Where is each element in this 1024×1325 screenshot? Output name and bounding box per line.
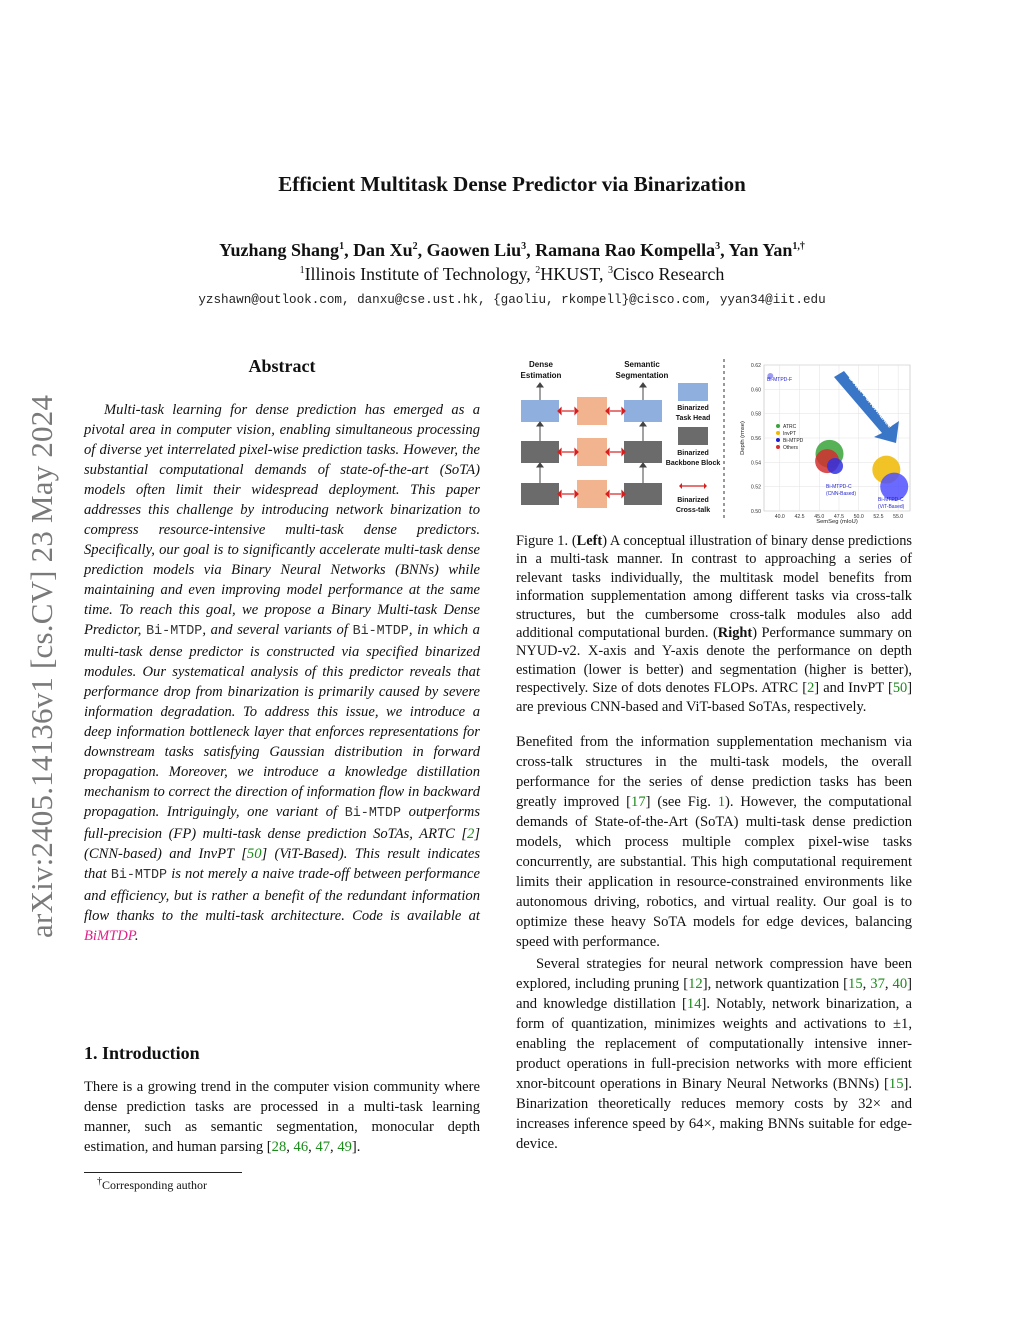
citation-link[interactable]: 50 xyxy=(892,680,908,697)
chart-xlabel: SemSeg (mIoU) xyxy=(816,519,858,525)
task-columns xyxy=(521,397,662,508)
chart-ylabel: Depth (rmse) xyxy=(740,421,746,455)
figure-1-caption: Figure 1. (Left) A conceptual illustration of binary dense predictions in a multi-task manner. In contrast to approaching a series of relevant tasks individually, the multitask model benefits from information supplementation among different tasks via cross-talk structures, but the cumbersome cross-talk modules also add additional computational burden. (Right) Performance summary on NYUD-v2. X-axis and Y-axis denote the performance on depth estimation (lower is better) and segmentation (higher is better), respectively. Size of dots denotes FLOPs. ATRC [2] and InvPT [50] are previous CNN-based and ViT-based SoTAs, respectively. xyxy=(516,533,913,715)
citation-link[interactable]: 2 xyxy=(807,680,815,697)
figure-legend-left xyxy=(666,383,721,514)
svg-text:Cross-talk: Cross-talk xyxy=(675,507,711,514)
code-link[interactable]: BiMTDP xyxy=(84,928,135,944)
legend-marker-atrc xyxy=(776,424,780,428)
svg-text:InvPT: InvPT xyxy=(783,431,797,437)
scatter-point-bi-mtpd xyxy=(827,458,843,474)
point-label-bimtpd-f: Bi-MTPD-F xyxy=(767,377,792,383)
svg-text:Backbone Block: Backbone Block xyxy=(665,460,721,467)
legend-marker-others xyxy=(776,445,780,449)
svg-text:Binarized: Binarized xyxy=(677,405,709,412)
y-tick-label: 0.56 xyxy=(750,436,761,442)
citation-link[interactable]: 14 xyxy=(686,996,702,1012)
paragraph: Several strategies for neural network compression have been explored, including pruning [12], network quantization [15, 37, 40] and knowledge distillation [14]. Notably, network binarization, a form of quantization, minimizes weights and activations to ±1, enabling the replacement of computationally intensive inner-product operations in full-precision networks with more efficient xnor-bitcount operations in Binary Neural Networks (BNNs) [15]. Binarization theoretically reduces memory costs by 32× and increases inference speed by 64×, making BNNs suitable for edge-device. xyxy=(516,956,913,1152)
point-label-bimtpd-c-vit: Bi-MTPD-C xyxy=(878,497,904,503)
affiliations: $^1$Illinois Institute of Technology, $^2$HKUST, $^3$Cisco Research xyxy=(299,264,725,284)
legend-marker-bimtpd xyxy=(776,438,780,442)
y-tick-label: 0.60 xyxy=(750,387,761,394)
legend-marker-invpt xyxy=(776,431,780,435)
dense-estimation-label: Estimation xyxy=(520,371,562,380)
semantic-segmentation-label: Segmentation xyxy=(615,371,669,380)
point-label-bimtpd-c-cnn: Bi-MTPD-C xyxy=(826,484,852,490)
task-head-block xyxy=(521,400,559,422)
citation-link[interactable]: 50 xyxy=(246,846,262,862)
figure-1 xyxy=(514,355,914,525)
x-tick-label: 52.5 xyxy=(873,514,884,520)
backbone-block xyxy=(521,483,559,505)
paragraph: Benefited from the information supplementation mechanism via cross-talk structures in the multi-task models, the overall performance for the series of dense prediction tasks has been greatly improved [17] (see Fig. 1). However, the computational demands of State-of-the-Art (SoTA) multi-task dense prediction models, which process multiple complex pixel-wise tasks concurrently, are substantial. This high computational requirement limits their application in resource-constrained environments like autonomous driving, robotics, and virtual reality. Our goal is to optimize these heavy SoTA models for edge devices, balancing speed with performance. xyxy=(516,734,912,950)
paper-title: Efficient Multitask Dense Predictor via Binarization xyxy=(278,172,746,196)
author: Yan Yan xyxy=(728,240,793,260)
crosstalk-block xyxy=(577,438,607,466)
dense-estimation-label: Dense xyxy=(528,360,554,369)
y-tick-label: 0.52 xyxy=(750,484,761,491)
introduction-text: There is a growing trend in the computer vision community where dense prediction tasks are processed in a multi-task learning manner, such as semantic segmentation, monocular depth estimation, and human parsing [28, 46, 47, 49]. xyxy=(84,1079,480,1155)
better-performance-arrow xyxy=(834,371,899,443)
citation-link[interactable]: 12 xyxy=(688,976,703,992)
y-tick-label: 0.50 xyxy=(750,509,761,515)
performance-chart xyxy=(740,363,910,525)
legend-backbone-swatch xyxy=(678,427,708,445)
citation-link[interactable]: 15 xyxy=(848,976,863,992)
crosstalk-block xyxy=(577,480,607,508)
abstract-heading: Abstract xyxy=(248,356,316,376)
citation-link[interactable]: 47 xyxy=(315,1139,331,1155)
svg-text:Task Head: Task Head xyxy=(675,415,711,422)
figure-link[interactable]: 1 xyxy=(717,794,726,810)
backbone-block xyxy=(624,441,662,463)
y-tick-label: 0.54 xyxy=(750,460,761,467)
citation-link[interactable]: 2 xyxy=(467,826,475,842)
citation-link[interactable]: 49 xyxy=(337,1139,352,1155)
x-tick-label: 50.0 xyxy=(853,514,864,520)
point-label-bimtpd-c-cnn: (CNN-Based) xyxy=(826,491,857,497)
author-emails: yzshawn@outlook.com, danxu@cse.ust.hk, {gaoliu, rkompell}@cisco.com, yyan34@iit.edu xyxy=(198,293,826,307)
y-tick-label: 0.62 xyxy=(750,363,761,369)
legend-task-head-swatch xyxy=(678,383,708,401)
right-column-text xyxy=(516,732,912,1154)
svg-text:Binarized: Binarized xyxy=(677,450,709,457)
author: Ramana Rao Kompella xyxy=(535,240,716,260)
x-tick-label: 40.0 xyxy=(774,514,785,520)
x-tick-label: 42.5 xyxy=(794,514,805,520)
figure-left-diagram xyxy=(521,360,669,380)
citation-link[interactable]: 40 xyxy=(892,976,908,992)
semantic-segmentation-label: Semantic xyxy=(624,360,660,369)
task-head-block xyxy=(624,400,662,422)
section-heading-introduction: 1. Introduction xyxy=(84,1043,200,1063)
author: Yuzhang Shang xyxy=(219,240,340,260)
citation-link[interactable]: 46 xyxy=(293,1139,309,1155)
backbone-block xyxy=(624,483,662,505)
x-tick-label: 55.0 xyxy=(893,514,904,520)
svg-text:Others: Others xyxy=(783,445,799,451)
x-tick-label: 45.0 xyxy=(814,514,825,520)
y-tick-label: 0.58 xyxy=(750,411,761,418)
author-list: Yuzhang Shang$^1$, Dan Xu$^2$, Gaowen Liu$^3$, Ramana Rao Kompella$^3$, Yan Yan$^{1,\dagger}$ xyxy=(219,240,805,260)
svg-text:Bi-MTPD: Bi-MTPD xyxy=(783,438,804,444)
svg-text:ATRC: ATRC xyxy=(783,424,797,430)
footnote-divider xyxy=(84,1172,242,1173)
abstract-text: Multi-task learning for dense prediction has emerged as a pivotal area in computer vision, enabling simultaneous processing of diverse yet interrelated pixel-wise prediction tasks. However, the substantial computational demands of state-of-the-art (SoTA) models often limit their widespread deployment. This paper addresses this challenge by introducing network binarization to compress resource-intensive multi-task dense predictors. Specifically, our goal is to significantly accelerate multi-task dense prediction models via Binary Neural Networks (BNNs) while maintaining and even improving model performance at the same time. To reach this goal, we propose a Binary Multi-task Dense Predictor, Bi-MTDP, and several variants of Bi-MTDP, in which a multi-task dense predictor is constructed via specified binarized modules. Our systematical analysis of this predictor reveals that performance drop from binarization is primarily caused by severe information degradation. To address this issue, we introduce a deep information bottleneck layer that enforces representations for downstream tasks satisfying Gaussian distribution in forward propagation. Moreover, we introduce a knowledge distillation mechanism to correct the direction of information flow in backward propagation. Intriguingly, one variant of Bi-MTDP outperforms full-precision (FP) multi-task dense prediction SoTAs, ARTC [2] (CNN-based) and InvPT [50] (ViT-Based). This result indicates that Bi-MTDP is not merely a naive trade-off between performance and efficiency, but is rather a benefit of the redundant information flow thanks to the multi-task architecture. Code is available at BiMTDP. xyxy=(84,402,481,944)
svg-text:Binarized: Binarized xyxy=(677,497,709,504)
arxiv-identifier[interactable]: arXiv:2405.14136v1 [cs.CV] 23 May 2024 xyxy=(24,394,59,938)
crosstalk-block xyxy=(577,397,607,425)
footnote: †Corresponding author xyxy=(97,1176,207,1192)
author: Gaowen Liu xyxy=(426,240,522,260)
trend-label: Better Performance xyxy=(847,374,894,430)
x-tick-label: 47.5 xyxy=(833,514,845,520)
citation-link[interactable]: 28 xyxy=(271,1139,287,1155)
author: Dan Xu xyxy=(353,240,413,260)
citation-link[interactable]: 17 xyxy=(631,794,646,810)
citation-link[interactable]: 15 xyxy=(888,1076,904,1092)
backbone-block xyxy=(521,441,559,463)
citation-link[interactable]: 37 xyxy=(870,976,885,992)
point-label-bimtpd-c-vit: (ViT-Based) xyxy=(878,504,905,510)
